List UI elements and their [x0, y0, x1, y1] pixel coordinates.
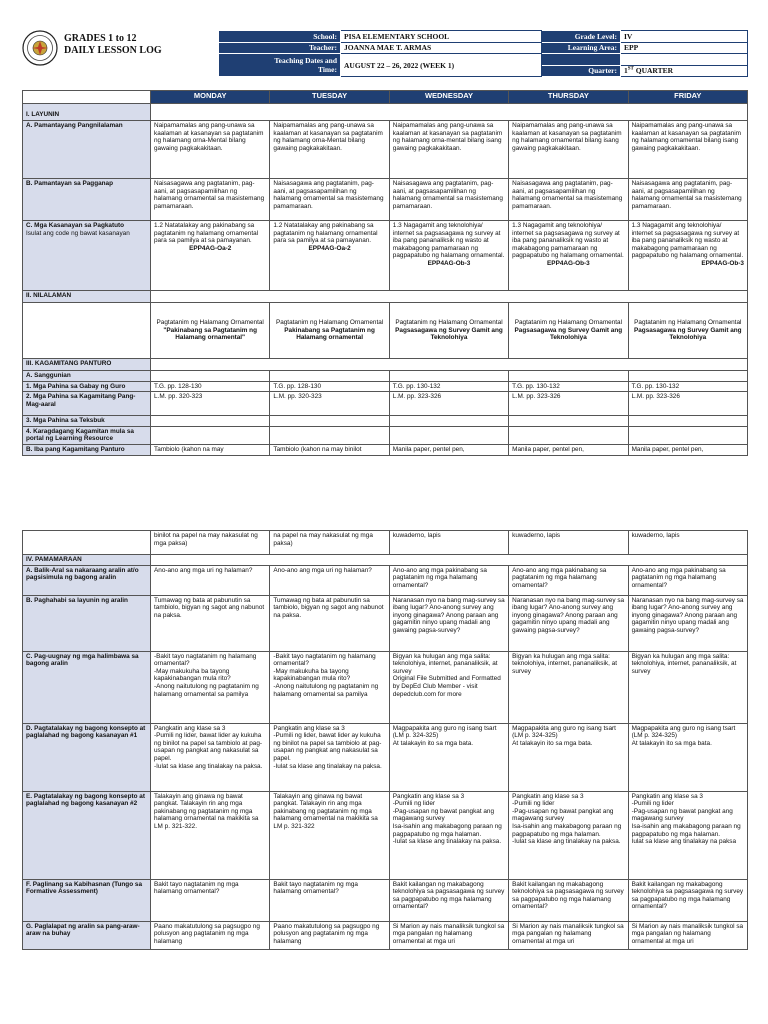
cell-text: kuwaderno, lapis — [509, 531, 628, 555]
cell-text: Bakit kailangan ng makabagong teknolohiya sa pagsasagawa ng survey sa pagpapatubo ng mga halamang ornamental? — [509, 879, 628, 921]
cell-text — [509, 221, 628, 291]
lesson-table-1 — [22, 90, 748, 456]
table-row — [23, 426, 748, 444]
section-pamamaraan: IV. PAMAMARAAN — [23, 555, 151, 566]
cell-text: Talakayin ang ginawa ng bawat pangkat. Talakayin rin ang mga pakinabang ng pagtatanim ng mga halamang ornamental na makikita sa LM p. 321-322. — [151, 791, 270, 879]
table-row — [23, 565, 748, 595]
cell-text: Magpapakita ang guro ng isang tsart (LM p. 324-325) At talakayin ito sa mga bata. — [628, 723, 747, 791]
cell-text: Ano-ano ang mga uri ng halaman? — [270, 565, 389, 595]
cell-text: 1.2 Natatalakay ang pakinabang sa pagtatanim ng halamang ornamental para sa pamilya at sa pamayanan. — [273, 222, 378, 245]
cell-blank — [389, 371, 508, 382]
cell-text: 1.2 Natatalakay ang pakinabang sa pagtatanim ng halamang ornamental para sa pamilya at sa pamayanan. — [154, 222, 259, 245]
cell-text: Magpapakita ang guro ng isang tsart (LM p. 324-325) At talakayin ito sa mga bata. — [509, 723, 628, 791]
quarter-text: QUARTER — [633, 66, 673, 76]
topic-text: Pagtatanim ng Halamang Ornamental — [156, 319, 264, 327]
cell-blank — [389, 416, 508, 427]
table-row — [23, 303, 748, 359]
table-row — [23, 531, 748, 555]
row-label-pagtatalakay-2: E. Pagtatalakay ng bagong konsepto at paglalahad ng bagong kasanayan #2 — [23, 791, 151, 879]
cell-text: L.M. pp. 320-323 — [151, 392, 270, 416]
grade-value: IV — [621, 31, 748, 43]
topic-text: Pagtatanim ng Halamang Ornamental — [634, 319, 742, 327]
competency-code: EPP4AG-Ob-3 — [701, 259, 744, 267]
dates-label-line1: Teaching Dates and — [274, 56, 337, 65]
lesson-log-page-1 — [22, 90, 748, 456]
cell-text — [389, 221, 508, 291]
cell-text: Si Marion ay nais manaliksik tungkol sa mga pangalan ng halamang ornamental at mga uri — [509, 921, 628, 949]
section-kagamitan-span — [151, 359, 748, 371]
cell-text: na papel na may nakasulat ng mga paksa) — [270, 531, 389, 555]
cell-text: Tambiolo (kahon na may — [151, 444, 270, 455]
quarter-spacer — [542, 54, 621, 66]
cell-text: Naipamamalas ang pang-unawa sa kaalaman at kasanayan sa pagtatanim ng halamang ornamental bilang isang gawaing pagkakakitaan. — [628, 121, 747, 179]
cell-blank — [151, 426, 270, 444]
cell-text: Naisasagawa ang pagtatanim, pag-aani, at pagsasapamilihan ng halamang ornamental sa masistemang pamamaraan. — [151, 179, 270, 221]
topic-title: "Pakinabang sa Pagtatanim ng Halamang ornamental" — [163, 326, 257, 342]
area-value: EPP — [621, 42, 748, 54]
section-nilalaman: II. NILALAMAN — [23, 291, 151, 303]
cell-text: Naisasagawa ang pagtatanim, pag-aani, at pagsasapamilihan ng halamang ornamental sa masistemang pamamaraan. — [270, 179, 389, 221]
form-title-line2: DAILY LESSON LOG — [64, 45, 162, 56]
cell-text: Naisasagawa ang pagtatanim, pag-aani, at pagsasapamilihan ng halamang ornamental sa masistemang pamamaraan. — [628, 179, 747, 221]
cell-text: Si Marion ay nais manaliksik tungkol sa mga pangalan ng halamang ornamental at mga uri — [389, 921, 508, 949]
table-row — [23, 371, 748, 382]
cell-text: Naisasagawa ang pagtatanim, pag-aani, at pagsasapamilihan ng halamang ornamental sa masistemang pamamaraan. — [389, 179, 508, 221]
grade-label: Grade Level: — [542, 31, 621, 43]
table-row — [23, 921, 748, 949]
cell-text: Tumawag ng bata at pabunutin sa tambiolo, bigyan ng sagot ang nabunot na paksa. — [270, 595, 389, 651]
cell-text: Bakit kailangan ng makabagong teknolohiya sa pagsasagawa ng survey sa pagpapatubo ng mga halamang ornamental? — [389, 879, 508, 921]
competency-code: EPP4AG-Oa-2 — [308, 244, 351, 252]
row-label-learning-resource: 4. Karagdagang Kagamitan mula sa portal ng Learning Resource — [23, 426, 151, 444]
cell-blank — [270, 371, 389, 382]
section-layunin-span — [151, 104, 748, 121]
section-nilalaman-span — [151, 291, 748, 303]
section-layunin: I. LAYUNIN — [23, 104, 151, 121]
cell-text: -Bakit tayo nagtatanim ng halamang ornamental? -May makukuha ba tayong kapakinabangan mula rito? -Anong naitutulong ng pagtatanim ng halamang ornamental sa pamilya — [270, 651, 389, 723]
row-label-pagtatalakay-1: D. Pagtatalakay ng bagong konsepto at paglalahad ng bagong kasanayan #1 — [23, 723, 151, 791]
cell-blank — [270, 416, 389, 427]
cell-text: T.G. pp. 128-130 — [270, 381, 389, 392]
topic-title: Pakinabang sa Pagtatanim ng Halamang ornamental — [284, 326, 375, 342]
cell-text: kuwaderno, lapis — [628, 531, 747, 555]
cell-text: Paano makatutulong sa pagsugpo ng polusyon ang pagtatanim ng mga halamang — [270, 921, 389, 949]
cell-blank — [151, 416, 270, 427]
cell-blank — [389, 426, 508, 444]
form-header — [22, 30, 748, 76]
cell-text: Bakit tayo nagtatanim ng mga halamang ornamental? — [270, 879, 389, 921]
teacher-value: JOANNA MAE T. ARMAS — [341, 42, 542, 54]
cell-text: Bakit kailangan ng makabagong teknolohiya sa pagsasagawa ng survey sa pagpapatubo ng mga halamang ornamental? — [628, 879, 747, 921]
cell-text: Paano makatutulong sa pagsugpo ng polusyon ang pagtatanim ng mga halamang — [151, 921, 270, 949]
deped-seal-icon — [22, 30, 58, 66]
day-header-row — [23, 91, 748, 104]
teacher-label: Teacher: — [219, 42, 341, 54]
cell-text: L.M. pp. 323-326 — [509, 392, 628, 416]
cell-text: Bigyan ka hulugan ang mga salita: teknolohiya, internet, pananaliksik, at survey Original File Submitted and Formatted by DepEd Club Member - visit depedclub.com for more — [389, 651, 508, 723]
cell-blank — [509, 416, 628, 427]
table-row — [23, 723, 748, 791]
section-row-nilalaman — [23, 291, 748, 303]
cell-text: Pangkatin ang klase sa 3 -Pumili ng lider, bawat lider ay kukuha ng binilot na papel sa tambiolo at pag-usapan ng pangkat ang nakasulat sa papel. -Iulat sa klase ang tinalakay na paksa. — [270, 723, 389, 791]
table-row — [23, 179, 748, 221]
topic-text: Pagtatanim ng Halamang Ornamental — [395, 319, 503, 327]
header-info-table — [218, 30, 748, 77]
row-label-pamantayan-sa-pagganap: B. Pamantayan sa Pagganap — [23, 179, 151, 221]
table-row — [23, 651, 748, 723]
section-row-kagamitan — [23, 359, 748, 371]
competency-code: EPP4AG-Oa-2 — [189, 244, 232, 252]
cell-blank — [509, 426, 628, 444]
cell-text: L.M. pp. 323-326 — [628, 392, 747, 416]
table-row — [23, 879, 748, 921]
kasanayan-title: C. Mga Kasanayan sa Pagkatuto — [26, 222, 125, 229]
dates-label — [219, 54, 341, 77]
row-label-iba-pang-kagamitan: B. Iba pang Kagamitang Panturo — [23, 444, 151, 455]
cell-text: L.M. pp. 320-323 — [270, 392, 389, 416]
row-label-kasanayan — [23, 221, 151, 291]
cell-text: Ano-ano ang mga pakinabang sa pagtatanim ng mga halamang ornamental? — [628, 565, 747, 595]
row-label-paghahabi: B. Paghahabi sa layunin ng aralin — [23, 595, 151, 651]
cell-blank — [628, 371, 747, 382]
cell-text: Manila paper, pentel pen, — [628, 444, 747, 455]
cell-text — [151, 221, 270, 291]
cell-text: Naipamamalas ang pang-unawa sa kaalaman at kasanayan sa pagtatanim ng halamang ornamental bilang isang gawaing pagkakakitaan. — [509, 121, 628, 179]
cell-blank — [270, 426, 389, 444]
day-monday: MONDAY — [151, 91, 270, 104]
competency-code: EPP4AG-Ob-3 — [427, 259, 471, 267]
nilalaman-blank — [23, 303, 151, 359]
cell-text: 1.3 Nagagamit ang teknolohiya/ internet sa pagsasagawa ng survey at iba pang pananaliksik ng wasto at makabagong pamamaraan ng pagpapatubo ng halamang ornamental. — [512, 222, 624, 260]
cell-text: 1.3 Nagagamit ang teknolohiya/ internet sa pagsasagawa ng survey at iba pang pananaliksik ng wasto at makabagong pamamaraan ng pagpapatubo ng halamang ornamental. — [631, 222, 744, 260]
section-row-layunin — [23, 104, 748, 121]
table-row — [23, 221, 748, 291]
table-row — [23, 416, 748, 427]
row-label-pamantayang-pangnilalaman: A. Pamantayang Pangnilalaman — [23, 121, 151, 179]
row-label-gabay-ng-guro: 1. Mga Pahina sa Gabay ng Guro — [23, 381, 151, 392]
lesson-log-page-2 — [22, 530, 748, 950]
cell-text: Manila paper, pentel pen, — [509, 444, 628, 455]
cell-blank — [628, 426, 747, 444]
table-row — [23, 381, 748, 392]
cell-text: T.G. pp. 130-132 — [509, 381, 628, 392]
topic-title: Pagsasagawa ng Survey Gamit ang Teknolohiya — [633, 326, 742, 342]
competency-code: EPP4AG-Ob-3 — [547, 259, 590, 267]
cell-text: binilot na papel na may nakasulat ng mga paksa) — [151, 531, 270, 555]
day-wednesday: WEDNESDAY — [389, 91, 508, 104]
quarter-spacer-value — [621, 54, 748, 66]
school-value: PISA ELEMENTARY SCHOOL — [341, 31, 542, 43]
quarter-number: 1 — [624, 66, 628, 76]
cell-text — [628, 221, 747, 291]
cell-text: Bigyan ka hulugan ang mga salita: teknolohiya, internet, pananaliksik, at survey — [509, 651, 628, 723]
quarter-value — [621, 65, 748, 77]
quarter-label: Quarter: — [542, 65, 621, 77]
table-row — [23, 121, 748, 179]
cell-blank — [509, 371, 628, 382]
cell-blank — [151, 371, 270, 382]
cell-text — [509, 303, 628, 359]
cell-text: 1.3 Nagagamit ang teknolohiya/ internet sa pagsasagawa ng survey at iba pang pananaliksik ng wasto at makabagong pamamaraan ng pagpapatubo ng halamang ornamental. — [392, 222, 505, 260]
area-label: Learning Area: — [542, 42, 621, 54]
cell-text: Ano-ano ang mga pakinabang sa pagtatanim ng mga halamang ornamental? — [389, 565, 508, 595]
row-label-pag-uugnay: C. Pag-uugnay ng mga halimbawa sa bagong aralin — [23, 651, 151, 723]
cell-text: Pangkatin ang klase sa 3 -Pumili ng lider -Pag-usapan ng bawat pangkat ang magawang survey Isa-isahin ang makabagong paraan ng pagpapatubo ng mga halaman. Iulat sa klase ang tinalakay na paksa — [628, 791, 747, 879]
section-kagamitan: III. KAGAMITANG PANTURO — [23, 359, 151, 371]
table-row — [23, 595, 748, 651]
row-label-kagamitang-mag-aaral: 2. Mga Pahina sa Kagamitang Pang-Mag-aaral — [23, 392, 151, 416]
school-label: School: — [219, 31, 341, 43]
kasanayan-subtitle: Isulat ang code ng bawat kasanayan — [26, 229, 130, 237]
topic-text: Pagtatanim ng Halamang Ornamental — [514, 319, 622, 327]
row-label-sanggunian: A. Sanggunian — [23, 371, 151, 382]
form-title — [64, 33, 162, 57]
cell-text: Naipamamalas ang pang-unawa sa kaalaman at kasanayan sa pagtatanim ng halamang orna-Mental bilang gawaing pagkakakitaan. — [151, 121, 270, 179]
cell-text: T.G. pp. 130-132 — [389, 381, 508, 392]
topic-title: Pagsasagawa ng Survey Gamit ang Teknolohiya — [514, 326, 623, 342]
day-header-blank — [23, 91, 151, 104]
cell-text: Pangkatin ang klase sa 3 -Pumili ng lider -Pag-usapan ng bawat pangkat ang magawang survey Isa-isahin ang makabagong paraan ng pagpapatubo ng mga halaman. -Iulat sa klase ang tinalakay na paksa. — [509, 791, 628, 879]
cell-text: Talakayin ang ginawa ng bawat pangkat. Talakayin rin ang mga pakinabang ng pagtatanim ng mga halamang ornamental na makikita sa LM p. 321-322 — [270, 791, 389, 879]
cell-text: kuwaderno, lapis — [389, 531, 508, 555]
day-friday: FRIDAY — [628, 91, 747, 104]
cell-text: Naranasan nyo na bang mag-survey sa ibang lugar? Ano-anong survey ang inyong ginagawa? Anong paraan ang gagamitin ninyo upang madali ang gawaing pagsa-survey? — [389, 595, 508, 651]
cell-text: Bigyan ka hulugan ang mga salita: teknolohiya, internet, pananaliksik, at survey — [628, 651, 747, 723]
topic-title: Pagsasagawa ng Survey Gamit ang Teknolohiya — [395, 326, 503, 342]
dates-label-line2: Time: — [317, 65, 337, 74]
cell-blank — [628, 416, 747, 427]
table-row — [23, 791, 748, 879]
cell-text: Naipamamalas ang pang-unawa sa kaalaman at kasanayan sa pagtatanim ng halamang orna-Mental bilang gawaing pagkakakitaan. — [270, 121, 389, 179]
cell-text — [628, 303, 747, 359]
cell-text: Si Marion ay nais manaliksik tungkol sa mga pangalan ng halamang ornamental at mga uri — [628, 921, 747, 949]
cell-text: Ano-ano ang mga pakinabang sa pagtatanim ng mga halamang ornamental? — [509, 565, 628, 595]
cell-text — [270, 303, 389, 359]
cell-text: Naranasan nyo na bang mag-survey sa ibang lugar? Ano-anong survey ang inyong ginagawa? Anong paraan ang gagamitin ninyo upang madali ang gawaing pagsa-survey? — [509, 595, 628, 651]
cell-text: Naisasagawa ang pagtatanim, pag-aani, at pagsasapamilihan ng halamang ornamental sa masistemang pamamaraan. — [509, 179, 628, 221]
cell-text: L.M. pp. 323-326 — [389, 392, 508, 416]
cell-text: Ano-ano ang mga uri ng halaman? — [151, 565, 270, 595]
cell-text: T.G. pp. 130-132 — [628, 381, 747, 392]
cell-text: T.G. pp. 128-130 — [151, 381, 270, 392]
section-pamamaraan-span — [151, 555, 748, 566]
cell-text — [151, 303, 270, 359]
cell-text: -Bakit tayo nagtatanim ng halamang ornamental? -May makukuha ba tayong kapakinabangan mula rito? -Anong naitutulong ng pagtatanim ng halamang ornamental sa pamilya — [151, 651, 270, 723]
cell-text: Bakit tayo nagtatanim ng mga halamang ornamental? — [151, 879, 270, 921]
cell-text: Pangkatin ang klase sa 3 -Pumili ng lider -Pag-usapan ng bawat pangkat ang magawang survey Isa-isahin ang makabagong paraan ng pagpapatubo ng mga halaman. -Iulat sa klase ang tinalakay na paksa. — [389, 791, 508, 879]
cell-text: Naranasan nyo na bang mag-survey sa ibang lugar? Ano-anong survey ang inyong ginagawa? Anong paraan ang gagamitin ninyo upang madali ang gawaing pagsa-survey? — [628, 595, 747, 651]
table-row — [23, 392, 748, 416]
cell-text: Pangkatin ang klase sa 3 -Pumili ng lider, bawat lider ay kukuha ng binilot na papel sa tambiolo at pag-usapan ng pangkat ang nakasulat sa papel. -Iulat sa klase ang tinalakay na paksa. — [151, 723, 270, 791]
cell-text: Magpapakita ang guro ng isang tsart (LM p. 324-325) At talakayin ito sa mga bata. — [389, 723, 508, 791]
topic-text: Pagtatanim ng Halamang Ornamental — [275, 319, 384, 327]
cell-text: Naipamamalas ang pang-unawa sa kaalaman at kasanayan sa pagtatanim ng halamang orna-mental bilang isang gawaing pagkakakitaan. — [389, 121, 508, 179]
cell-text — [270, 221, 389, 291]
day-tuesday: TUESDAY — [270, 91, 389, 104]
table-row — [23, 444, 748, 455]
lesson-table-2 — [22, 530, 748, 950]
quarter-suffix: ST — [627, 66, 634, 72]
row-label-teksbuk: 3. Mga Pahina sa Teksbuk — [23, 416, 151, 427]
form-title-line1: GRADES 1 to 12 — [64, 33, 137, 44]
day-thursday: THURSDAY — [509, 91, 628, 104]
cell-text: Tambiolo (kahon na may binilot — [270, 444, 389, 455]
cell-blank — [23, 531, 151, 555]
row-label-balik-aral: A. Balik-Aral sa nakaraang aralin at/o pagsisimula ng bagong aralin — [23, 565, 151, 595]
row-label-paglinang: F. Paglinang sa Kabihasnan (Tungo sa Formative Assessment) — [23, 879, 151, 921]
section-row-pamamaraan — [23, 555, 748, 566]
row-label-paglalapat: G. Paglalapat ng aralin sa pang-araw-araw na buhay — [23, 921, 151, 949]
cell-text — [389, 303, 508, 359]
cell-text: Manila paper, pentel pen, — [389, 444, 508, 455]
cell-text: Tumawag ng bata at pabunutin sa tambiolo, bigyan ng sagot ang nabunot na paksa. — [151, 595, 270, 651]
dates-value: AUGUST 22 – 26, 2022 (WEEK 1) — [341, 54, 542, 77]
